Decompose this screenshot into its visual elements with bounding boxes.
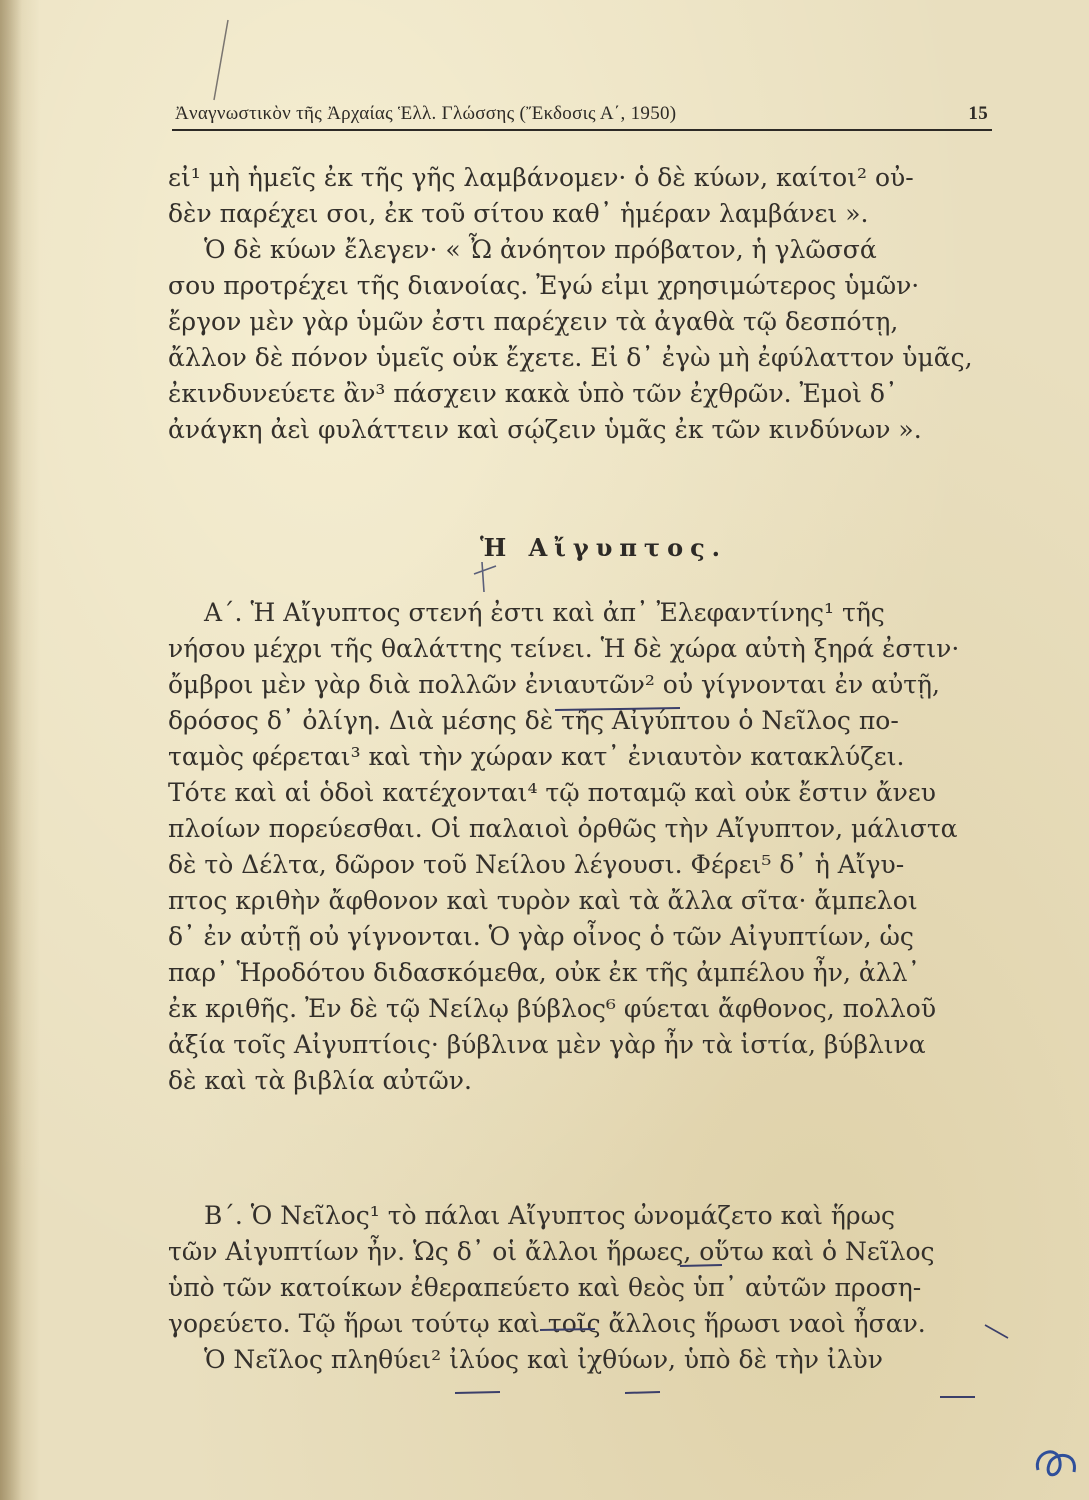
text-line: γορεύετο. Τῷ ἥρωι τούτῳ καὶ τοῖς ἄλλοις ἥρωσι ναοὶ ἦσαν. — [168, 1309, 926, 1338]
text-line: πτος κριθὴν ἄφθονον καὶ τυρὸν καὶ τὰ ἄλλα σῖτα· ἄμπελοι — [168, 886, 918, 915]
pencil-underline — [625, 1392, 660, 1393]
text-line: πλοίων πορεύεσθαι. Οἱ παλαιοὶ ὀρθῶς τὴν Αἴγυπτον, μάλιστα — [168, 814, 958, 843]
text-line: τῶν Αἰγυπτίων ἦν. Ὡς δ᾽ οἱ ἄλλοι ἥρωες, οὕτω καὶ ὁ Νεῖλος — [168, 1237, 935, 1266]
text-line: δ᾽ ἐν αὐτῇ οὐ γίγνονται. Ὁ γὰρ οἶνος ὁ τῶν Αἰγυπτίων, ὡς — [168, 922, 914, 951]
text-line: παρ᾽ Ἡροδότου διδασκόμεθα, οὐκ ἐκ τῆς ἀμπέλου ἦν, ἀλλ᾽ — [168, 958, 920, 987]
page-binding-shadow — [0, 0, 22, 1500]
text-line: δὲ τὸ Δέλτα, δῶρον τοῦ Νείλου λέγουσι. Φέρει⁵ δ᾽ ἡ Αἴγυ- — [168, 850, 905, 879]
text-line: εἰ¹ μὴ ἡμεῖς ἐκ τῆς γῆς λαμβάνομεν· ὁ δὲ κύων, καίτοι² οὐ- — [168, 163, 914, 192]
text-line: ἔργον μὲν γὰρ ὑμῶν ἐστι παρέχειν τὰ ἀγαθὰ τῷ δεσπότῃ, — [168, 307, 899, 336]
header-rule — [172, 129, 992, 131]
text-line: ὄμβροι μὲν γὰρ διὰ πολλῶν ἐνιαυτῶν² οὐ γίγνονται ἐν αὐτῇ, — [168, 670, 940, 699]
text-line: ἐκ κριθῆς. Ἐν δὲ τῷ Νείλῳ βύβλος⁶ φύεται ἄφθονος, πολλοῦ — [168, 994, 937, 1023]
pencil-underline — [455, 1392, 500, 1393]
running-header — [175, 103, 990, 127]
margin-scribble-icon — [1028, 1432, 1088, 1492]
text-line: ὑπὸ τῶν κατοίκων ἐθεραπεύετο καὶ θεὸς ὑπ᾽ αὐτῶν προση- — [168, 1273, 922, 1302]
text-line: δρόσος δ᾽ ὀλίγη. Διὰ μέσης δὲ τῆς Αἰγύπτου ὁ Νεῖλος πο- — [168, 706, 899, 735]
text-line: σου προτρέχει τῆς διανοίας. Ἐγώ εἰμι χρησιμώτερος ὑμῶν· — [168, 271, 920, 300]
text-line: Ὁ δὲ κύων ἔλεγεν· « Ὦ ἀνόητον πρόβατον, ἡ γλῶσσά — [204, 235, 877, 264]
text-line: δὲν παρέχει σοι, ἐκ τοῦ σίτου καθ᾽ ἡμέραν λαμβάνει ». — [168, 199, 869, 228]
section-a-paragraph — [168, 595, 998, 1099]
text-line: ἀνάγκη ἀεὶ φυλάττειν καὶ σῴζειν ὑμᾶς ἐκ τῶν κινδύνων ». — [168, 415, 922, 444]
section-b-paragraph — [168, 1198, 998, 1378]
text-line: ταμὸς φέρεται³ καὶ τὴν χώραν κατ᾽ ἐνιαυτὸν κατακλύζει. — [168, 742, 905, 771]
page-number: 15 — [968, 103, 988, 124]
text-line: Ὁ Νεῖλος πληθύει² ἰλύος καὶ ἰχθύων, ὑπὸ δὲ τὴν ἰλὺν — [204, 1345, 883, 1374]
text-line: Α΄. Ἡ Αἴγυπτος στενή ἐστι καὶ ἀπ᾽ Ἐλεφαντίνης¹ τῆς — [204, 598, 885, 627]
pencil-stroke — [474, 562, 496, 592]
text-line: Τότε καὶ αἱ ὁδοὶ κατέχονται⁴ τῷ ποταμῷ καὶ οὐκ ἔστιν ἄνευ — [168, 778, 936, 807]
header-title: Ἀναγνωστικὸν τῆς Ἀρχαίας Ἑλλ. Γλώσσης (Ἔκδοσις Α΄, 1950) — [175, 103, 677, 124]
section-heading: Ἡ Αἴγυπτος. — [480, 533, 728, 562]
text-line: ἐκινδυνεύετε ἂν³ πάσχειν κακὰ ὑπὸ τῶν ἐχθρῶν. Ἐμοὶ δ᾽ — [168, 379, 898, 408]
text-line: Β΄. Ὁ Νεῖλος¹ τὸ πάλαι Αἴγυπτος ὠνομάζετο καὶ ἥρως — [204, 1201, 895, 1230]
text-line: νήσου μέχρι τῆς θαλάττης τείνει. Ἡ δὲ χώρα αὐτὴ ξηρά ἐστιν· — [168, 634, 960, 663]
pencil-stroke — [214, 20, 228, 100]
text-line: δὲ καὶ τὰ βιβλία αὐτῶν. — [168, 1066, 472, 1095]
intro-paragraph — [168, 160, 998, 448]
text-line: ἄλλον δὲ πόνον ὑμεῖς οὐκ ἔχετε. Εἰ δ᾽ ἐγὼ μὴ ἐφύλαττον ὑμᾶς, — [168, 343, 973, 372]
text-line: ἀξία τοῖς Αἰγυπτίοις· βύβλινα μὲν γὰρ ἦν τὰ ἱστία, βύβλινα — [168, 1030, 926, 1059]
